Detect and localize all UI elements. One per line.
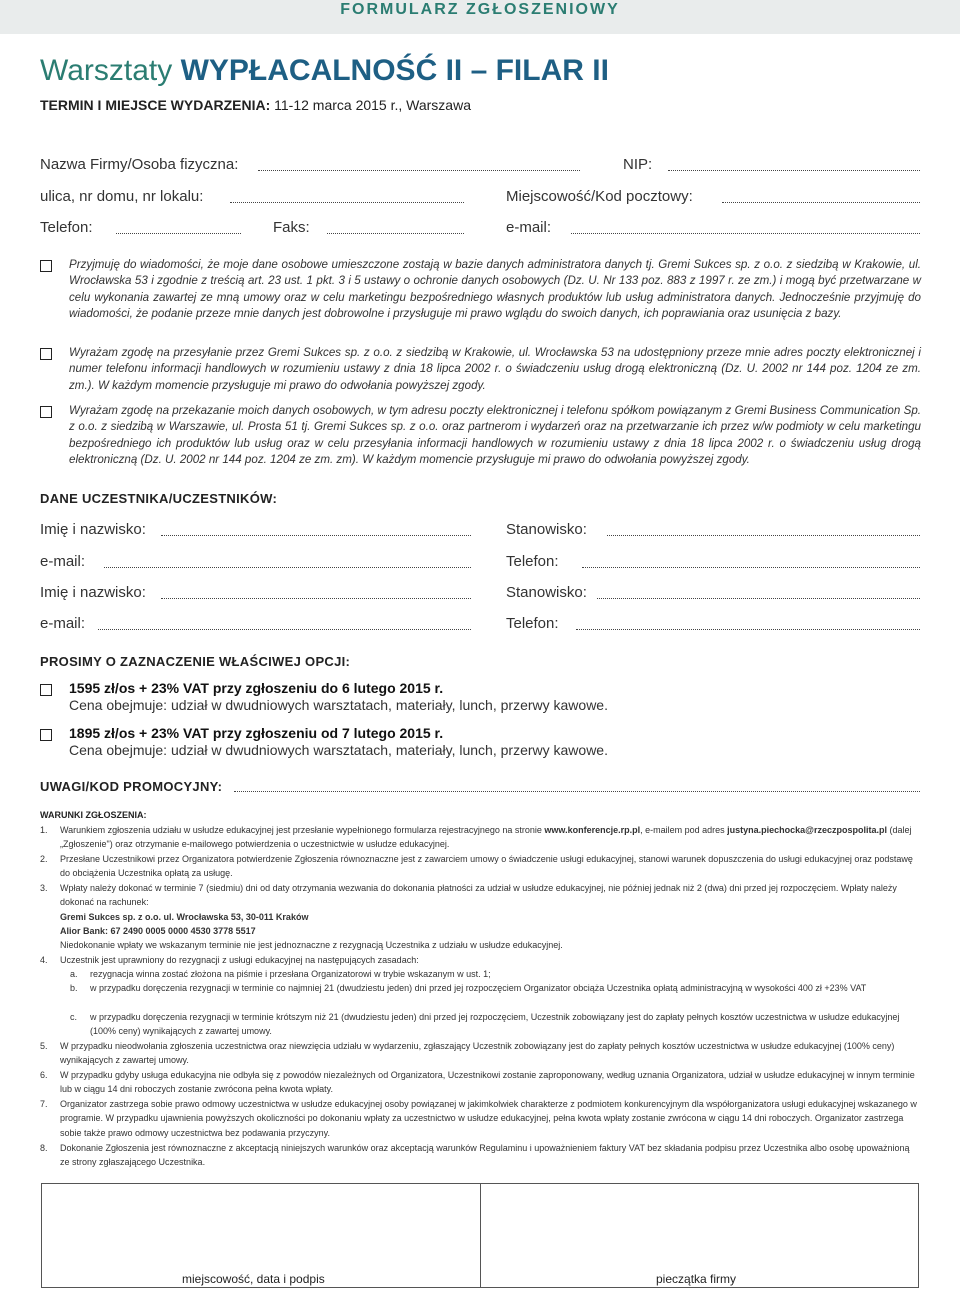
consent-1-checkbox[interactable] (40, 260, 52, 272)
option-2-checkbox[interactable] (40, 729, 52, 741)
terms-item-4-text: Uczestnik jest uprawniony do rezygnacji z usługi edukacyjnej na następujących zasadach: (60, 955, 419, 965)
option-1-desc: Cena obejmuje: udział w dwudniowych warsztatach, materiały, lunch, przerwy kawowe. (69, 697, 608, 713)
participant-2-name-label: Imię i nazwisko: (40, 584, 146, 601)
participant-2-phone-field[interactable] (576, 629, 920, 630)
option-1 (69, 680, 608, 714)
participant-1-phone-label: Telefon: (506, 553, 559, 570)
option-1-checkbox[interactable] (40, 684, 52, 696)
street-label: ulica, nr domu, nr lokalu: (40, 188, 204, 205)
event-title (40, 54, 609, 88)
terms-item-1: 1. Warunkiem zgłoszenia udziału w usłudze edukacyjnej jest przesłanie wypełnionego formularza rejestracyjnego na stronie www.konferencje.rp.pl, e-mailem pod adres justyna.piechocka@rzeczpospolita.pl (dalej „Zgłoszenie") oraz otrzymanie e-mailowego potwierdzenia o uczestnictwie w usłudze edukacyjnej. (40, 825, 912, 850)
terms-item-1-mid: , e-mailem pod adres (640, 825, 728, 835)
terms-item-4b: b. w przypadku doręczenia rezygnacji w terminie co najmniej 21 (dwudziestu jeden) dni przed jej rozpoczęciem Organizator obciąża Uczestnika opłatą administracyjną w wysokości 400 zł +23% VAT (70, 981, 920, 995)
event-term (40, 97, 471, 113)
header-banner (0, 0, 960, 34)
terms-item-1-pre: Warunkiem zgłoszenia udziału w usłudze edukacyjnej jest przesłanie wypełnionego formularza rejestracyjnego na stronie (60, 825, 545, 835)
participant-1-email-label: e-mail: (40, 553, 86, 570)
term-label: TERMIN I MIEJSCE WYDARZENIA: (40, 97, 271, 113)
option-2-price: 1895 zł/os + 23% VAT przy zgłoszeniu od 7 lutego 2015 r. (69, 725, 444, 741)
fax-label: Faks: (273, 219, 310, 236)
terms-item-5: 5. W przypadku nieodwołania zgłoszenia uczestnictwa oraz niewzięcia udziału w wydarzeniu, zgłaszający Uczestnik zobowiązany jest do zapłaty pełnych kosztów uczestnictwa w usłudze edukacyjnej (100% ceny) wynikających z zawartej umowy. (40, 1039, 920, 1068)
terms-item-2-text: Przesłane Uczestnikowi przez Organizatora potwierdzenie Zgłoszenia równoznaczne jest z zawarciem umowy o świadczenie usługi edukacyjnej, stanowi warunek dopuszczenia do usługi edukacyjnej oraz podstawę do obciążenia Uczestnika opłatą za usługę. (60, 854, 913, 879)
terms-url-link[interactable]: www.konferencje.rp.pl (544, 825, 641, 835)
participant-2-position-label: Stanowisko: (506, 584, 587, 601)
participant-1-position-label: Stanowisko: (506, 521, 587, 538)
consent-3-text: Wyrażam zgodę na przekazanie moich danych osobowych, w tym adresu poczty elektronicznej i telefonu spółkom powiązanym z Gremi Business Communication Sp. z o.o. z siedzibą w Warszawie, ul. Prosta 51 tj. Gremi Sukces sp. z o.o. oraz partnerom i wydarzeń oraz na przetwarzanie ich przez w/w podmioty w celu marketingu bezpośredniego ich produktów lub usług oraz w celu przesyłania informacji handlowych w rozumieniu ustawy z dnia 18 lipca 2002 r. o świadczeniu usług drogą elektroniczną (Dz. U. 2002 nr 144 poz. 1204 ze zm. zm). W każdym momencie przysługuje mi prawo do odwołania powyższej zgody. (69, 404, 921, 466)
consent-2-checkbox[interactable] (40, 348, 52, 360)
signature-divider (480, 1184, 481, 1287)
participants-heading: DANE UCZESTNIKA/UCZESTNIKÓW: (40, 491, 278, 506)
company-email-field[interactable] (571, 233, 920, 234)
terms-item-3-text: Wpłaty należy dokonać w terminie 7 (siedmiu) dni od daty otrzymania wezwania do dokonania płatności za udział w usłudze edukacyjnej, nie później jednak niż 2 (dwa) dni przed jej rozpoczęciem. Wpłaty należy dokonać na rachunek: (60, 883, 897, 908)
signature-caption: miejscowość, data i podpis (182, 1272, 325, 1286)
nip-field[interactable] (668, 170, 920, 171)
event-title-bold: WYPŁACALNOŚĆ II – FILAR II (180, 54, 609, 87)
terms-item-6-text: W przypadku gdyby usługa edukacyjna nie odbyła się z powodów niezależnych od Organizatora, Uczestnikowi zostanie zaproponowany, według uznania Organizatora, udział w usłudze edukacyjnej w innym terminie lub w ciągu 14 dni roboczych zostanie zwrócona pełna kwota wpłaty. (60, 1070, 915, 1095)
terms-item-4c-text: w przypadku doręczenia rezygnacji w terminie krótszym niż 21 (dwudziestu jeden) dni przed jej rozpoczęciem, Uczestnik zobowiązany jest do zapłaty pełnych kosztów uczestnictwa w usłudze edukacyjnej (100% ceny) wynikających z zawartej umowy. (90, 1012, 900, 1037)
street-field[interactable] (230, 202, 464, 203)
company-name-field[interactable] (258, 170, 580, 171)
terms-heading: WARUNKI ZGŁOSZENIA: (40, 810, 147, 820)
nip-label: NIP: (623, 156, 653, 173)
terms-bank: Alior Bank: 67 2490 0005 0000 4530 3778 5517 (60, 925, 256, 936)
company-name-label: Nazwa Firmy/Osoba fizyczna: (40, 156, 239, 173)
consent-1-text: Przyjmuję do wiadomości, że moje dane osobowe umieszczone zostają w bazie danych administratora danych tj. Gremi Sukces sp. z o.o. z siedzibą w Krakowie, ul. Wrocławska 53 i zgodnie z treścią art. 23 ust. 1 pkt. 3 i 5 ustawy o ochronie danych osobowych (Dz. U. Nr 133 poz. 883 z 1997 r. ze zm.) i mogą być przetwarzane w celu wykonania zawartej ze mną umowy oraz w celu marketingu bezpośredniego własnych produktów lub usług administratora danych. Jednocześnie przyjmuję do wiadomości, że podanie przeze mnie danych jest dobrowolne i przysługuje mi prawo wglądu do swoich danych, ich poprawiania oraz usunięcia z bazy. (69, 258, 921, 320)
city-field[interactable] (722, 202, 920, 203)
terms-item-7-text: Organizator zastrzega sobie prawo odmowy uczestnictwa w usłudze edukacyjnej osoby powiązanej w jakimkolwiek charakterze z podmiotem konkurencyjnym dla współorganizatora usługi edukacyjnej wskazanego w programie. W przypadku ujawnienia powyższych okoliczności po dokonaniu wpłaty za uczestnictwo w usłudze edukacyjnej, pełna kwota wpłaty zostanie zwrócona w ciągu 14 dni roboczych. Organizator zastrzega sobie także prawo odmowy uczestnictwa bez podawania przyczyny. (60, 1099, 917, 1138)
consent-2-text: Wyrażam zgodę na przesyłanie przez Gremi Sukces sp. z o.o. z siedzibą w Krakowie, ul. Wrocławska 53 na udostępniony przeze mnie adres poczty elektronicznej i numer telefonu informacji handlowych w rozumieniu ustawy z dnia 18 lipca 2002 r. o świadczeniu usług drogą elektroniczną (Dz. U. 2002 nr 144 poz. 1204 ze zm. zm.). W każdym momencie przysługuje mi prawo do odwołania powyższej zgody. (69, 346, 921, 392)
terms-item-8-text: Dokonanie Zgłoszenia jest równoznaczne z akceptacją niniejszych warunków oraz akceptacją warunków Regulaminu i upoważnieniem faktury VAT bez składania podpisu przez Uczestnika albo osobę upoważnioną ze strony zgłaszającego Uczestnika. (60, 1143, 910, 1168)
terms-item-4b-text: w przypadku doręczenia rezygnacji w terminie co najmniej 21 (dwudziestu jeden) dni przed jej rozpoczęciem Organizator obciąża Uczestnika opłatą administracyjną w wysokości 400 zł +23% VAT (90, 983, 867, 993)
company-phone-label: Telefon: (40, 219, 93, 236)
participant-1-name-label: Imię i nazwisko: (40, 521, 146, 538)
event-title-prefix: Warsztaty (40, 54, 173, 87)
terms-item-7: 7. Organizator zastrzega sobie prawo odmowy uczestnictwa w usłudze edukacyjnej osoby powiązanej w jakimkolwiek charakterze z podmiotem konkurencyjnym dla współorganizatora usługi edukacyjnej wskazanego w programie. W przypadku ujawnienia powyższych okoliczności po dokonaniu wpłaty za uczestnictwo w usłudze edukacyjnej, pełna kwota wpłaty zostanie zwrócona w ciągu 14 dni roboczych. Organizator zastrzega sobie także prawo odmowy uczestnictwa bez podawania przyczyny. (40, 1097, 920, 1140)
participant-1-position-field[interactable] (607, 535, 920, 536)
terms-item-5-text: W przypadku nieodwołania zgłoszenia uczestnictwa oraz niewzięcia udziału w wydarzeniu, zgłaszający Uczestnik zobowiązany jest do zapłaty pełnych kosztów uczestnictwa w usłudze edukacyjnej (100% ceny) wynikających z zawartej umowy. (60, 1041, 895, 1066)
company-phone-field[interactable] (116, 233, 241, 234)
terms-item-4: 4. Uczestnik jest uprawniony do rezygnacji z usługi edukacyjnej na następujących zasadach: (40, 953, 920, 967)
terms-item-4a-text: rezygnacja winna zostać złożona na piśmie i przesłana Organizatorowi w trybie wskazanym w ust. 1; (90, 969, 491, 979)
terms-email-link[interactable]: justyna.piechocka@rzeczpospolita.pl (727, 825, 887, 835)
participant-1-name-field[interactable] (161, 535, 471, 536)
consent-3-checkbox[interactable] (40, 406, 52, 418)
terms-company: Gremi Sukces sp. z o.o. ul. Wrocławska 53, 30-011 Kraków (60, 911, 309, 922)
signature-box (41, 1183, 919, 1288)
company-email-label: e-mail: (506, 219, 552, 236)
participant-1-phone-field[interactable] (582, 567, 920, 568)
terms-item-1-post: (dalej „Zgłoszenie") oraz otrzymanie e-mailowego potwierdzenia o uczestnictwie w usłudze edukacyjnej. (60, 825, 912, 850)
promo-field[interactable] (234, 791, 920, 792)
option-2-desc: Cena obejmuje: udział w dwudniowych warsztatach, materiały, lunch, przerwy kawowe. (69, 742, 608, 758)
participant-2-email-field[interactable] (98, 629, 471, 630)
option-2 (69, 725, 608, 759)
participant-2-name-field[interactable] (161, 598, 471, 599)
options-heading: PROSIMY O ZAZNACZENIE WŁAŚCIWEJ OPCJI: (40, 654, 351, 669)
terms-item-8: 8. Dokonanie Zgłoszenia jest równoznaczne z akceptacją niniejszych warunków oraz akceptacją warunków Regulaminu i upoważnieniem faktury VAT bez składania podpisu przez Uczestnika albo osobę upoważnioną ze strony zgłaszającego Uczestnika. (40, 1141, 920, 1170)
terms-item-3-note: Niedokonanie wpłaty we wskazanym terminie nie jest jednoznaczne z rezygnacją Uczestnika z udziału w usłudze edukacyjnej. (60, 940, 563, 951)
terms-item-6: 6. W przypadku gdyby usługa edukacyjna nie odbyła się z powodów niezależnych od Organizatora, Uczestnikowi zostanie zaproponowany, według uznania Organizatora, udział w usłudze edukacyjnej w innym terminie lub w ciągu 14 dni roboczych zostanie zwrócona pełna kwota wpłaty. (40, 1068, 920, 1097)
form-title: FORMULARZ ZGŁOSZENIOWY (340, 1, 620, 18)
option-1-price: 1595 zł/os + 23% VAT przy zgłoszeniu do 6 lutego 2015 r. (69, 680, 444, 696)
participant-2-email-label: e-mail: (40, 615, 86, 632)
fax-field[interactable] (327, 233, 464, 234)
participant-2-position-field[interactable] (597, 598, 920, 599)
term-value: 11-12 marca 2015 r., Warszawa (274, 97, 471, 113)
terms-item-3: 3. Wpłaty należy dokonać w terminie 7 (siedmiu) dni od daty otrzymania wezwania do dokonania płatności za udział w usłudze edukacyjnej, nie później jednak niż 2 (dwa) dni przed jej rozpoczęciem. Wpłaty należy dokonać na rachunek: Gremi Sukces sp. z o.o. ul. Wrocławska 53, 30-011 Kraków Alior Bank: 67 2490 0005 0000 4530 3778 5517 Niedokonanie wpłaty we wskazanym terminie nie jest jednoznaczne z rezygnacją Uczestnika z udziału w usłudze edukacyjnej. (40, 881, 920, 952)
terms-item-4c: c. w przypadku doręczenia rezygnacji w terminie krótszym niż 21 (dwudziestu jeden) dni przed jej rozpoczęciem, Uczestnik zobowiązany jest do zapłaty pełnych kosztów uczestnictwa w usłudze edukacyjnej (100% ceny) wynikających z zawartej umowy. (70, 1010, 920, 1039)
participant-1-email-field[interactable] (104, 567, 471, 568)
terms-item-2: 2. Przesłane Uczestnikowi przez Organizatora potwierdzenie Zgłoszenia równoznaczne jest z zawarciem umowy o świadczenie usługi edukacyjnej, stanowi warunek dopuszczenia do usługi edukacyjnej oraz podstawę do obciążenia Uczestnika opłatą za usługę. (40, 852, 920, 881)
participant-2-phone-label: Telefon: (506, 615, 559, 632)
stamp-caption: pieczątka firmy (656, 1272, 737, 1286)
city-label: Miejscowość/Kod pocztowy: (506, 188, 693, 205)
promo-label: UWAGI/KOD PROMOCYJNY: (40, 779, 223, 794)
terms-item-4a: a. rezygnacja winna zostać złożona na piśmie i przesłana Organizatorowi w trybie wskazanym w ust. 1; (70, 967, 920, 981)
